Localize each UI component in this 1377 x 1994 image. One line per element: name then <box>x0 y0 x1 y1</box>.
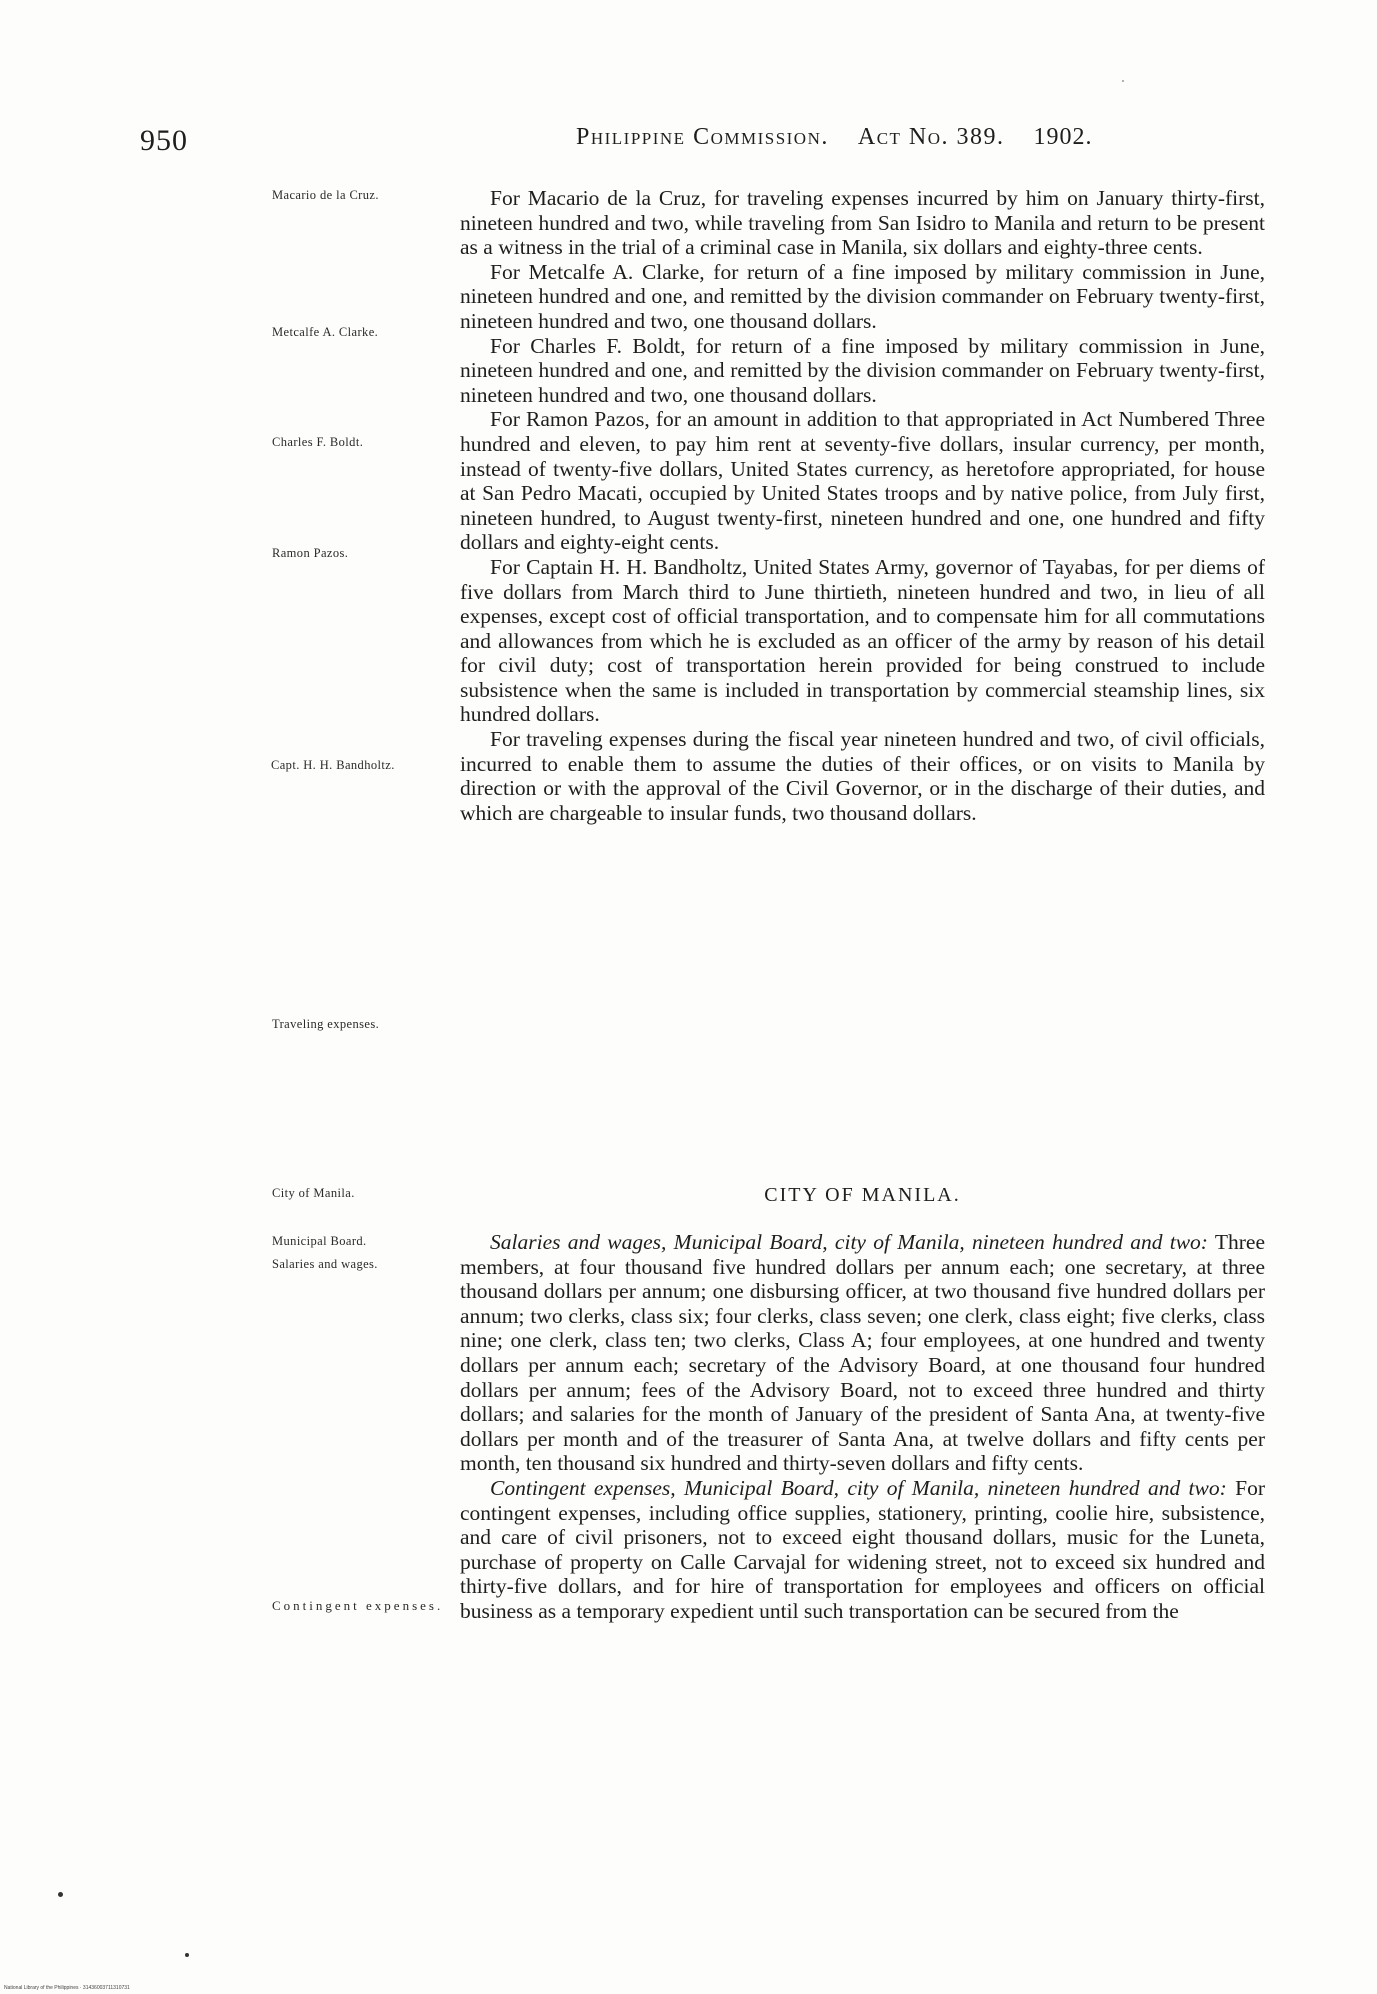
running-head-year: 1902. <box>1033 124 1093 150</box>
margin-note-salaries: Salaries and wages. <box>272 1257 378 1271</box>
salaries-body: Three members, at four thousand five hundred dollars per annum each; one secretary, at three thousand dollars per annum; one disbursing officer, at two thousand five hundred dollars per annum; two clerks, class six; four clerks, class seven; one clerk, class eight; five clerks, class nine; one clerk, class ten; two clerks, Class A; four employees, at one hundred and twenty dollars per annum each; secretary of the Advisory Board, at one thousand four hundred dollars per annum; fees of the Advisory Board, not to exceed three hundred and thirty dollars; and salaries for the month of January of the president of Santa Ana, at twenty-five dollars per month and of the treasurer of Santa Ana, at twelve dollars and fifty cents per month, ten thousand six hundred and thirty-seven dollars and fifty cents. <box>460 1230 1265 1476</box>
margin-note-contingent: Contingent expenses. <box>272 1598 444 1613</box>
body-column-upper <box>460 186 1265 825</box>
margin-note-cruz: Macario de la Cruz. <box>272 188 379 202</box>
paragraph-bandholtz: For Captain H. H. Bandholtz, United States Army, governor of Tayabas, for per diems of five dollars from March third to June thirtieth, nineteen hundred and two, in lieu of all expenses, except cost of official transportation, and to compensate him for all commutations and allowances from which he is excluded as an officer of the army by reason of his detail for civil duty; cost of transportation herein provided for being construed to include subsistence when the same is included in transportation by commercial steamship lines, six hundred dollars. <box>460 554 1265 727</box>
paragraph-cruz: For Macario de la Cruz, for traveling expenses incurred by him on January thirty-first, nineteen hundred and two, while traveling from San Isidro to Manila and return to be present as a witness in the trial of a criminal case in Manila, six dollars and eighty-three cents. <box>460 186 1265 260</box>
running-head <box>576 124 1093 151</box>
scan-speck <box>185 1953 189 1957</box>
margin-note-bandholtz: Capt. H. H. Bandholtz. <box>271 758 395 772</box>
contingent-body: For contingent expenses, including office supplies, stationery, printing, coolie hire, subsistence, and care of civil prisoners, not to exceed eight thousand dollars, music for the Luneta, purchase of property on Calle Carvajal for widening street, not to exceed six hundred and thirty-five dollars, and for hire of transportation for employees and officers on official business as a temporary expedient until such transportation can be secured from the <box>460 1475 1265 1623</box>
body-column-lower <box>460 1230 1265 1624</box>
page-number: 950 <box>140 124 188 157</box>
margin-note-traveling: Traveling expenses. <box>272 1017 380 1031</box>
margin-note-pazos: Ramon Pazos. <box>272 546 349 560</box>
paragraph-salaries <box>460 1230 1265 1476</box>
margin-note-city: City of Manila. <box>272 1186 355 1200</box>
running-head-commission: Philippine Commission. <box>576 124 829 150</box>
salaries-lead: Salaries and wages, Municipal Board, city of Manila, nineteen hundred and two: <box>490 1230 1208 1254</box>
scan-speck <box>1122 80 1124 82</box>
margin-note-clarke: Metcalfe A. Clarke. <box>272 325 379 339</box>
section-heading-city-of-manila: CITY OF MANILA. <box>764 1184 961 1206</box>
contingent-lead: Contingent expenses, Municipal Board, city of Manila, nineteen hundred and two: <box>490 1475 1227 1500</box>
margin-note-boldt: Charles F. Boldt. <box>272 435 364 449</box>
running-head-act: Act No. 389. <box>857 124 1005 150</box>
paragraph-contingent <box>460 1476 1265 1624</box>
paragraph-clarke: For Metcalfe A. Clarke, for return of a fine imposed by military commission in June, nineteen hundred and one, and remitted by the division commander on February twenty-first, nineteen hundred and two, one thousand dollars. <box>460 259 1265 333</box>
margin-note-board: Municipal Board. <box>272 1234 367 1248</box>
paragraph-pazos: For Ramon Pazos, for an amount in addition to that appropriated in Act Numbered Three hundred and eleven, to pay him rent at seventy-five dollars, insular currency, per month, instead of twenty-five dollars, United States currency, as heretofore appropriated, for house at San Pedro Macati, occupied by United States troops and by native police, from July first, nineteen hundred, to August twenty-first, nineteen hundred and one, one hundred and fifty dollars and eighty-eight cents. <box>460 407 1265 555</box>
footer-credit: National Library of the Philippines · 31436003711310731 <box>4 1985 130 1991</box>
paragraph-traveling: For traveling expenses during the fiscal year nineteen hundred and two, of civil officials, incurred to enable them to assume the duties of their offices, or on visits to Manila by direction or with the approval of the Civil Governor, or in the discharge of their duties, and which are chargeable to insular funds, two thousand dollars. <box>460 727 1265 825</box>
paragraph-boldt: For Charles F. Boldt, for return of a fine imposed by military commission in June, nineteen hundred and one, and remitted by the division commander on February twenty-first, nineteen hundred and two, one thousand dollars. <box>460 333 1265 407</box>
scan-speck <box>58 1892 63 1897</box>
